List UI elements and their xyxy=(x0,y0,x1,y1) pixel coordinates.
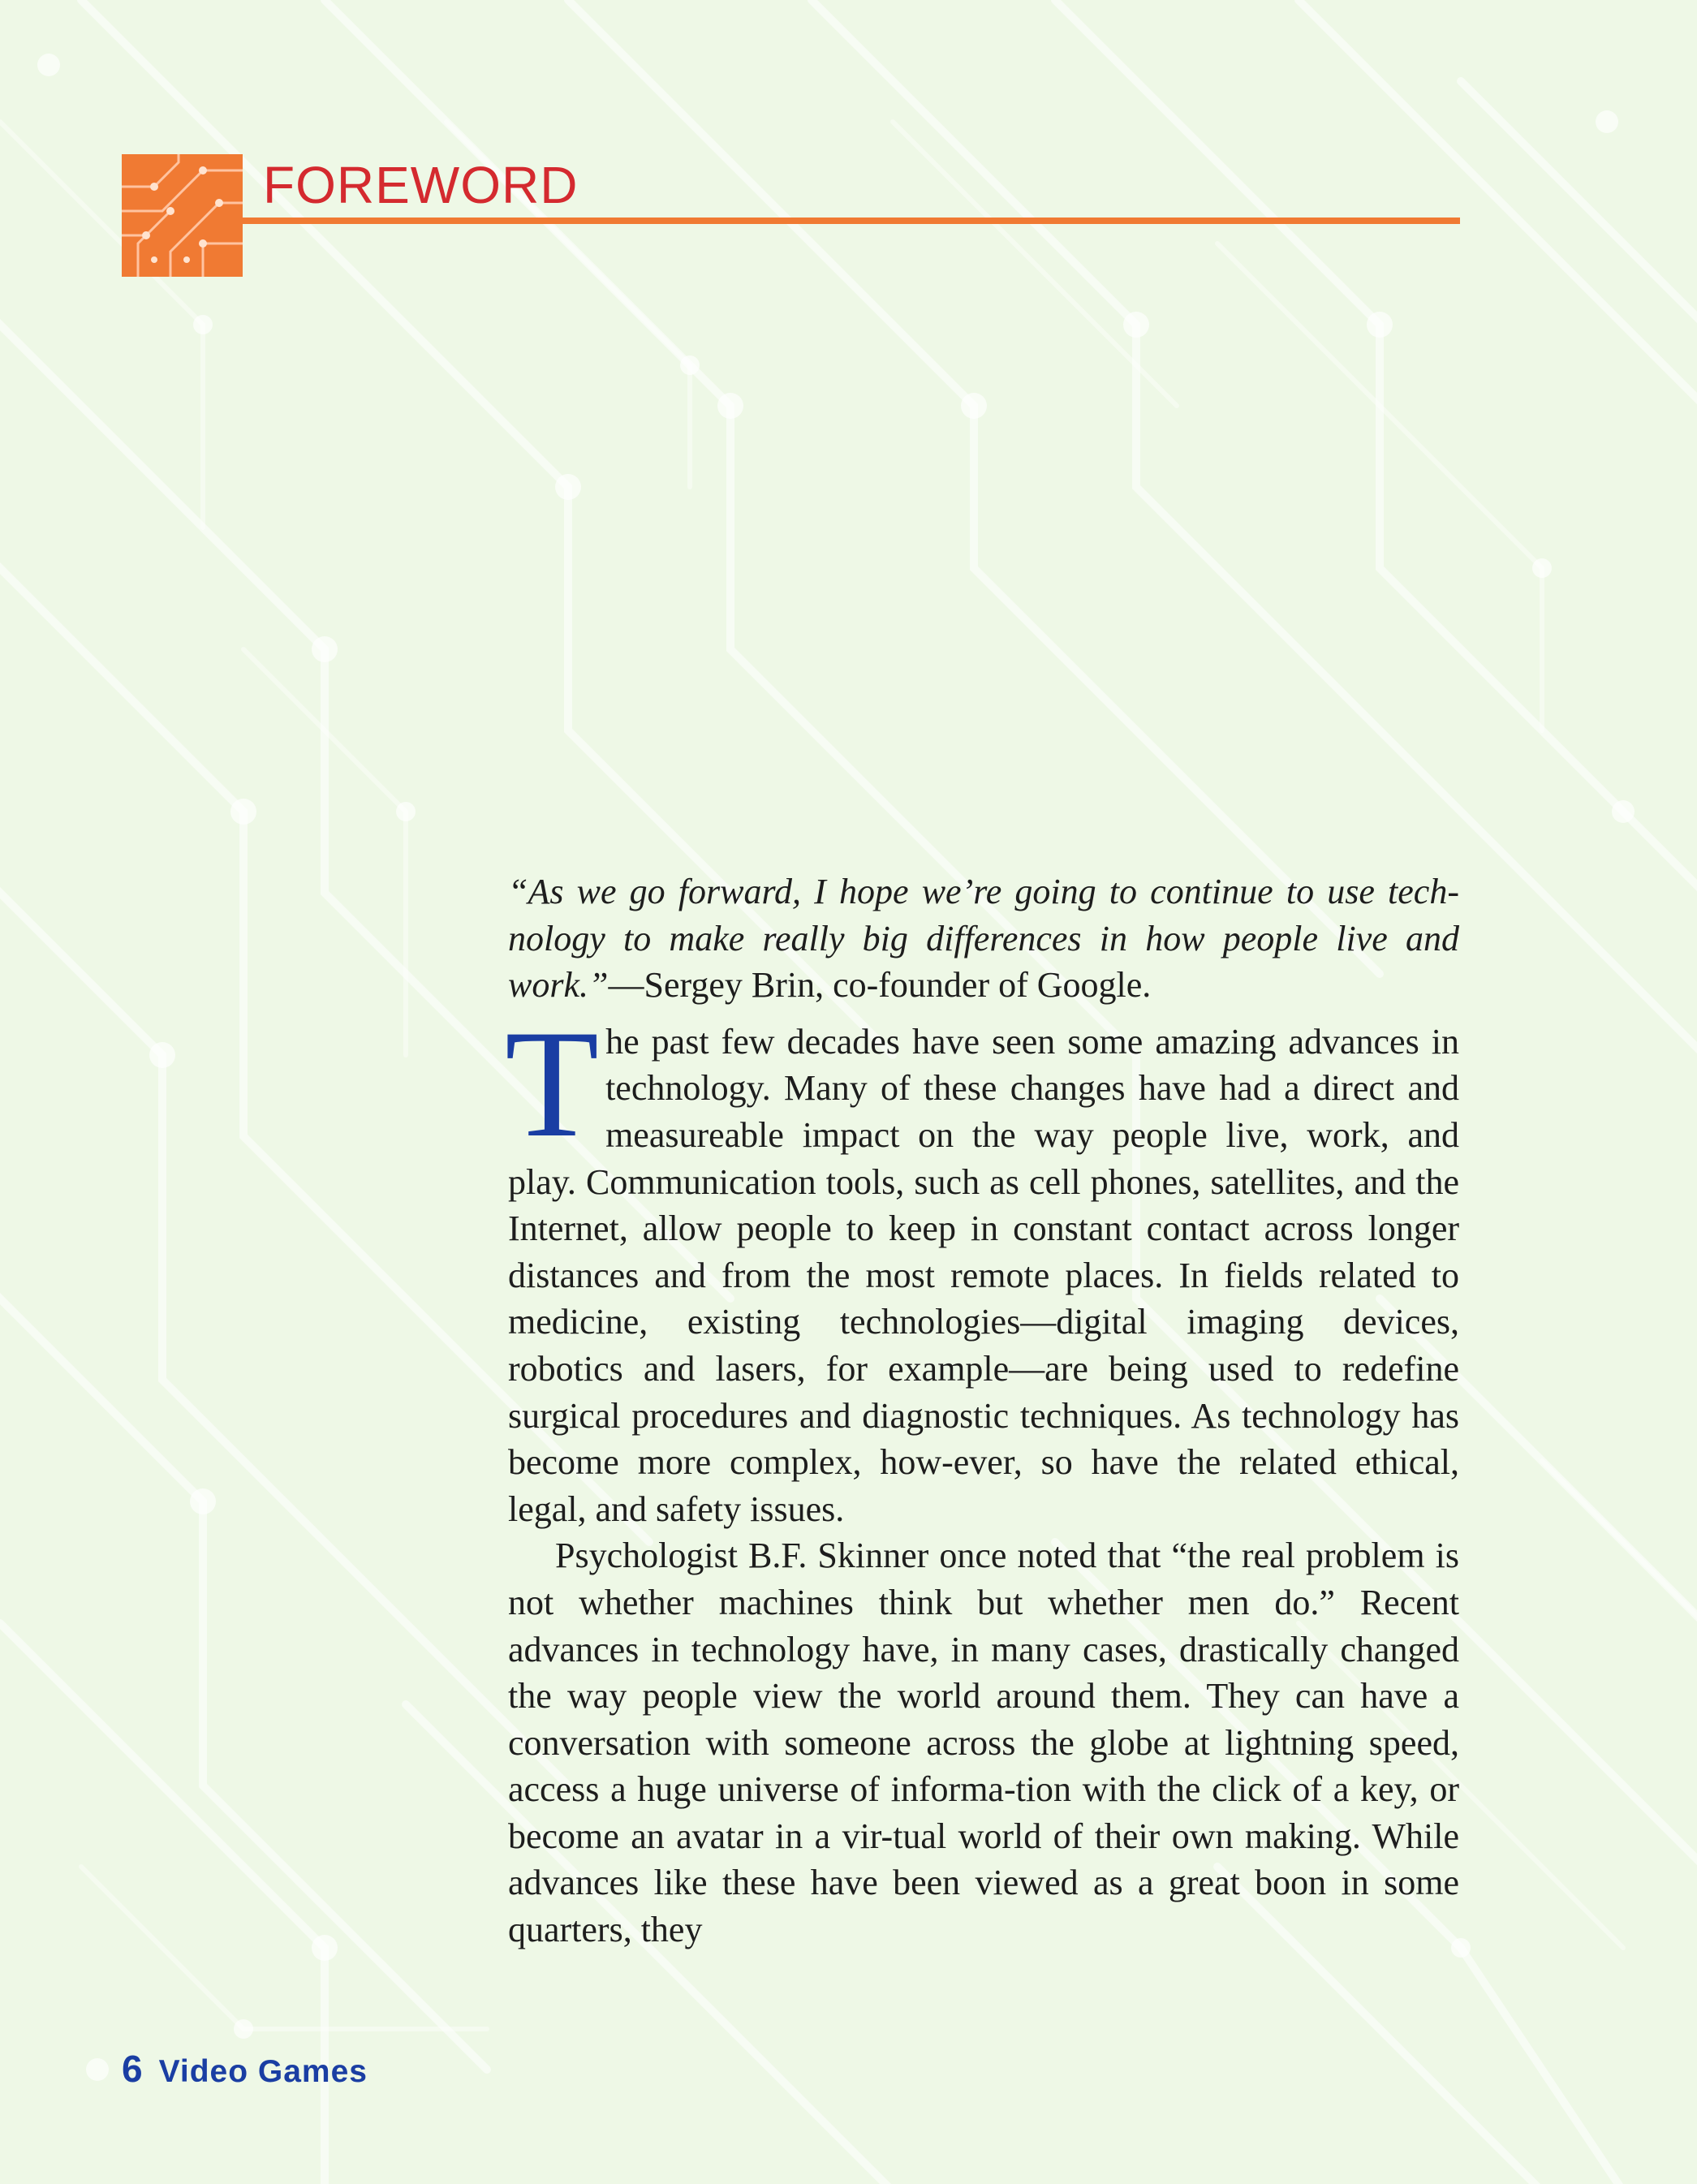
epigraph xyxy=(508,868,1459,1009)
body-text xyxy=(505,868,1459,1954)
paragraph-2: Psychologist B.F. Skinner once noted that “the real problem is not whether machines think but whether men do.” Recent advances in technology have, in many cases, drastically changed the way people view the world around them. They can have a conversation with someone across the globe at lightning speed, access a huge universe of informa-tion with the click of a key, or become an avatar in a vir-tual world of their own making. While advances like these have been viewed as a great boon in some quarters, they xyxy=(508,1536,1459,1950)
circuit-logo-square xyxy=(122,154,243,277)
epigraph-attribution: —Sergey Brin, co-founder of Google. xyxy=(608,965,1152,1006)
drop-cap: T xyxy=(505,998,600,1170)
page-footer xyxy=(122,2048,368,2090)
book-title: Video Games xyxy=(158,2054,368,2089)
paragraph-1 xyxy=(505,998,1459,1533)
page-number: 6 xyxy=(122,2048,143,2090)
circuit-chip-icon xyxy=(122,154,243,277)
paragraph-1-text: he past few decades have seen some amazing advances in technology. Many of these changes have had a direct and measureable impact on the way people live, work, and play. Communication tools, such as cell phones, satellites, and the Internet, allow people to keep in constant contact across longer distances and from the most remote places. In fields related to medicine, existing technologies—digital imaging devices, robotics and lasers, for example—are being used to redefine surgical procedures and diagnostic techniques. As technology has become more complex, how-ever, so have the related ethical, legal, and safety issues. xyxy=(508,1021,1459,1529)
page-title: FOREWORD xyxy=(263,156,579,214)
epigraph-quote: “As we go forward, I hope we’re going to continue to use tech-nology to make really big differences in how people live and work.” xyxy=(508,872,1459,1006)
header-rule xyxy=(243,218,1460,224)
